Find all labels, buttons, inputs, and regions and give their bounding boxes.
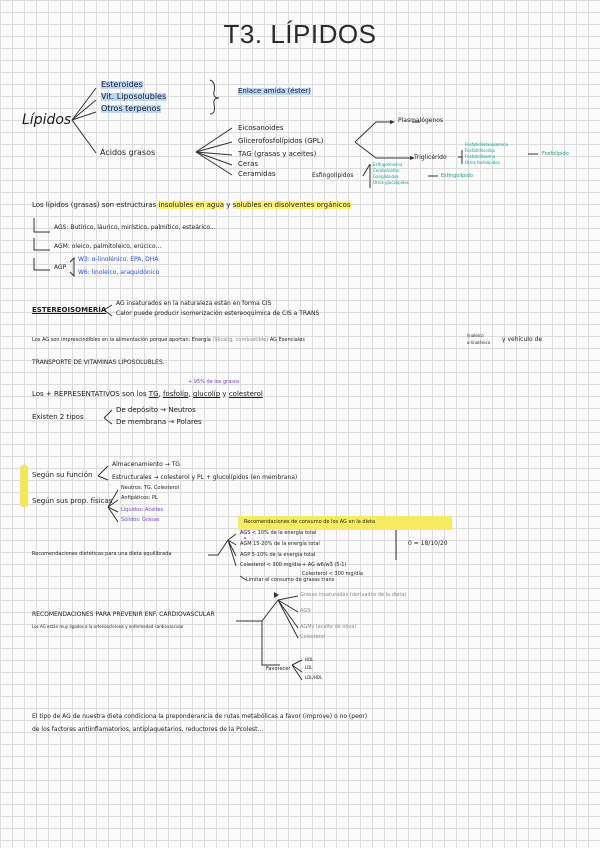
funcion-a: Almacenamiento → TG (112, 461, 180, 468)
tipos-label: Existen 2 tipos (32, 413, 84, 421)
repr-annot: + 95% de los grasos (188, 379, 240, 385)
nutri-line1-c: y vehículo de (502, 336, 543, 343)
cardio-fit-1: HDL (305, 657, 314, 662)
def-line1-b: insolubles en agua (158, 201, 225, 209)
funcion-b: Estructurales → colesterol y PL + glucolípidos (en membrana) (112, 474, 298, 481)
repr-colesterol: colesterol (228, 390, 263, 398)
ceras: Ceras (238, 160, 259, 168)
tipos-b: De membrana → Polares (116, 418, 202, 426)
tag: TAG (grasas y aceites) (238, 150, 317, 158)
enlace-amida: Enlace amida (éster) (238, 87, 311, 95)
highlight-mark (20, 465, 28, 507)
esf-item-2: Cerebrósidos (373, 168, 400, 173)
recom-row-3: AGP 5-10% de la energía total (240, 552, 316, 558)
recom-label: Recomendaciones dietéticas para una dieta equilibrada (32, 551, 172, 557)
lipidos-label: Lípidos (22, 112, 72, 128)
otros-terpenos: Otros terpenos (101, 104, 161, 113)
eicosanoides: Eicosanoides (238, 124, 284, 132)
nutri-line1-small: (9kcal/g, combustible) (212, 337, 269, 343)
esteroides: Esteroides (101, 80, 143, 89)
fisicas-item-2: Anfipáticos: PL (121, 495, 158, 501)
recom-row-1: AGS < 10% de la energía total (240, 530, 317, 536)
tri-item-3: Fosfatidilserina (465, 154, 496, 159)
recom-banner: Recomendaciones de consumo de los AG en la dieta (244, 519, 376, 525)
repr-text-c: y (222, 390, 227, 398)
tri-item-1: Fosfatidiletanolamina (465, 142, 509, 147)
cardio-fit-2: LDL (305, 665, 313, 670)
recom-extra-1: + AG w6/w3 (5:1) (302, 562, 347, 568)
tri-item-2: Fosfatidilcolina (465, 148, 495, 153)
funcion-label: Según su función (32, 471, 93, 479)
nutri-line2: TRANSPORTE DE VITAMINAS LIPOSOLUBLES. (32, 359, 165, 366)
tri-item-4: Otros fosfolípidos (465, 160, 500, 165)
repr-tg: TG (148, 390, 159, 398)
estereo-line2: Calor puede producir isomerización estereoquímica de CIS a TRANS (116, 310, 320, 317)
tipos-a: De depósito → Neutros (116, 406, 196, 414)
conclusion-line2: de los factores antiinflamatorios, antiplaquetarios, reductores de la Pcolest... (32, 726, 264, 733)
esf-item-3: Gangliósidos (373, 174, 399, 179)
esf-item-1: Esfingomielina (373, 162, 403, 167)
def-agp: AGP (54, 264, 67, 271)
fisicas-item-1: Neutros: TG, Colesterol (121, 485, 179, 491)
estereo-title: ESTEREOISOMERÍA (32, 306, 107, 314)
nutri-line1 (32, 338, 305, 343)
nutri-line1-b: AG Esenciales (269, 337, 305, 343)
recom-extra-2: Colesterol < 300 mg/día (302, 571, 363, 577)
esf-item-4: Otros glucolípidos (373, 180, 409, 185)
recom-row-2: AGM 15-20% de la energía total (240, 541, 320, 547)
plasmalogenos: Plasmalógenos (398, 117, 444, 124)
cardio-label: RECOMENDACIONES PARA PREVENIR ENF. CARDIOVASCULAR (32, 611, 215, 618)
cardio-fitness: Favorecer (266, 666, 291, 672)
repr-text-a: Los + REPRESENTATIVOS (32, 390, 120, 398)
triglicerido: Triglicérido (414, 154, 447, 161)
fosfolipido: Fosfolípido (542, 151, 569, 157)
repr-glucolip: glucolíp (192, 390, 221, 398)
esf-right: Esfingolípido (441, 173, 473, 179)
def-w6: W6: linoleico, araquidónico (78, 269, 160, 276)
cardio-opt-2: AGS (300, 608, 311, 614)
recom-row-4: Colesterol < 300 mg/día (240, 562, 301, 568)
ceramidas: Ceramidas (238, 170, 276, 178)
glicerofosfolipidos: Glicerofosfolípidos (GPL) (238, 137, 324, 145)
fisicas-item-3: Líquidos: Aceites (121, 507, 164, 513)
def-line1-a: Los lípidos (grasas) son estructuras (32, 201, 157, 209)
vit-liposolubles: Vit. Liposolubles (101, 92, 167, 101)
estereo-line1: AG insaturados en la naturaleza están en forma CIS (116, 300, 272, 307)
cardio-sub: Los AG están muy ligados a la arteriosclerosis y enfermedad cardiovascular (32, 624, 184, 629)
cardio-opt-4: Colesterol (300, 634, 326, 640)
def-agm: AGM: oleico, palmitoleico, erúcico... (54, 243, 162, 250)
nutri-side-1: linoleico (467, 333, 484, 338)
def-ags: AGS: Butírico, láurico, mirístico, palmítico, esteárico... (54, 224, 216, 231)
recom-date: 0 = 18/10/20 (408, 540, 448, 547)
nutri-line1-a: Los AG son imprescindibles en la alimentación porque aportan: Energía (32, 337, 211, 343)
def-line1 (32, 202, 351, 209)
page-title: T3. LÍPIDOS (223, 19, 377, 49)
nutri-side-2: α-linolénico (467, 340, 491, 345)
cardio-opt-1: Grasas insaturadas (derivados de la dieta) (300, 592, 407, 598)
recom-final: Limitar el consumo de grasas trans (246, 577, 335, 583)
repr-text-b: son los (122, 390, 147, 398)
repr-fosfolip: fosfolíp (162, 390, 189, 398)
def-line1-c: y (226, 201, 231, 209)
acidos-grasos: Ácidos grasos (100, 148, 156, 157)
cardio-opt-3: AGMs (aceite de oliva) (300, 624, 357, 630)
esfingolipidos: Esfingolípidos (312, 172, 354, 179)
def-w3: W3: α-linolénico, EPA, DHA (78, 256, 159, 263)
fisicas-item-4: Sólidos: Grasas (121, 517, 160, 523)
fisicas-label: Según sus prop. físicas (32, 497, 113, 505)
conclusion-line1: El tipo de AG de nuestra dieta condiciona la preponderancia de rutas metabólicas a favor (improve) o no (peor) (32, 713, 368, 720)
def-line1-d: solubles en disolventes orgánicos (232, 201, 351, 209)
cardio-fit-3: LDL/HDL (305, 675, 323, 680)
repr-line: Los + REPRESENTATIVOS son los TG, fosfolíp, glucolíp y colesterol (32, 390, 263, 398)
